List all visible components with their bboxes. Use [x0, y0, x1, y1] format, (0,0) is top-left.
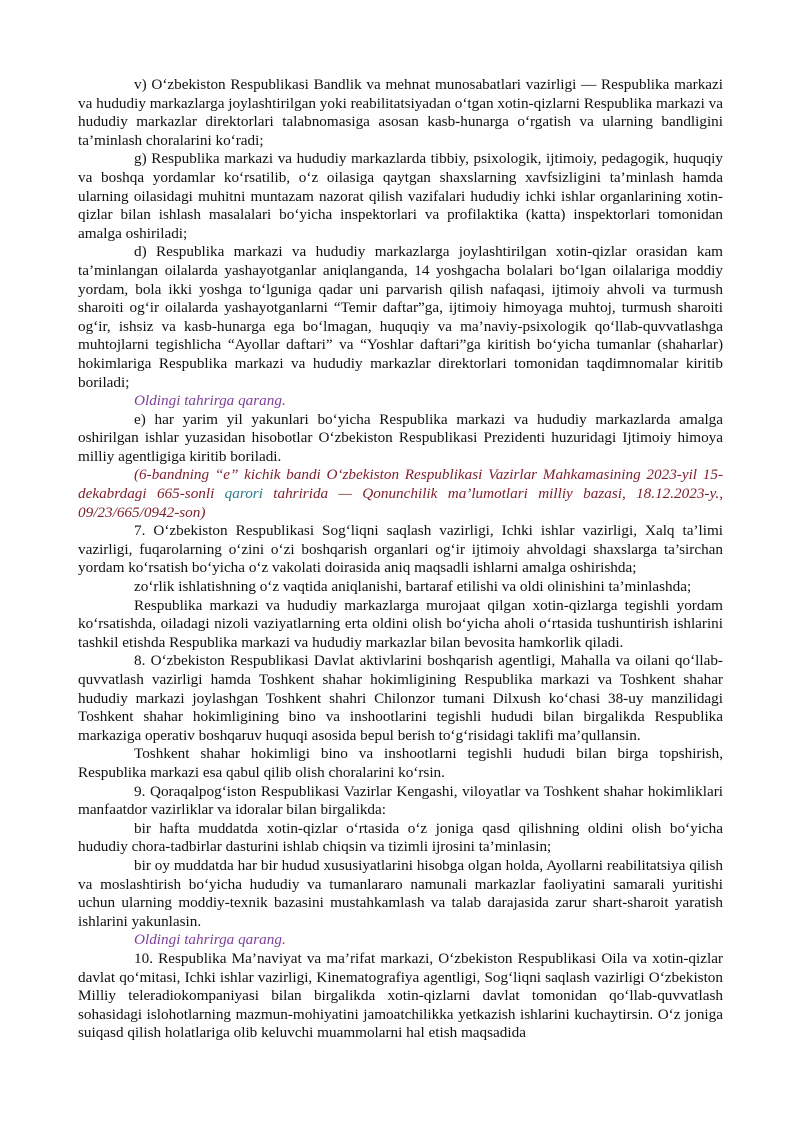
previous-edition-link-2[interactable]: Oldingi tahrirga qarang.	[134, 931, 286, 949]
paragraph-7-item-1: zo‘rlik ishlatishning o‘z vaqtida aniqlanishi, bartaraf etilishi va oldi olinishini ta’minlashda;	[134, 578, 692, 596]
paragraph-d: d) Respublika markazi va hududiy markazlarga joylashtirilgan xotin-qizlar orasidan kam ta’minlangan oilalarda yashayotganlar aniqlanganda, 14 yoshgacha bolalari bo‘lgan oilalariga moddiy yordam, bola ikki yoshga to‘lguniga qadar uni parvarish qilish nafaqasi, ijtimoiy ahvoli va turmush sharoiti og‘ir oilalarda yashayotganlarni “Temir daftar”ga, ijtimoiy himoyaga muhtoj, turmush sharoiti og‘ir, ishsiz va kasb-hunarga ega bo‘lmagan, huquqiy va ma’naviy-psixologik qo‘llab-quvvatlashga muhtojlarni tegishlicha “Ayollar daftari” va “Yoshlar daftari”ga kiritish bo‘yicha tumanlar (shaharlar) hokimlariga Respublika markazi va hududiy markazlar direktorlari tomonidan taqdimnomalar kiritib boriladi;	[78, 243, 723, 391]
amendment-source-note	[78, 466, 723, 522]
paragraph-9: 9. Qoraqalpog‘iston Respublikasi Vazirlar Kengashi, viloyatlar va Toshkent shahar hokimliklari manfaatdor vazirliklar va idoralar bilan birgalikda:	[78, 782, 723, 819]
previous-edition-note-2	[78, 931, 723, 950]
paragraph-e: e) har yarim yil yakunlari bo‘yicha Respublika markazi va hududiy markazlarda amalga oshirilgan ishlar yuzasidan hisobotlar O‘zbekiston Respublikasi Prezidenti huzuridagi Ijtimoiy himoya milliy agentligiga kiritib boriladi.	[78, 410, 723, 465]
amendment-source-text-before: (6-bandning “e” kichik bandi O‘zbekiston Respublikasi Vazirlar Mahkamasining 2023-yil 15-dekabrdagi 665-sonli	[78, 466, 723, 503]
paragraph-g: g) Respublika markazi va hududiy markazlarda tibbiy, psixologik, ijtimoiy, pedagogik, huquqiy va boshqa yordamlar ko‘rsatilib, o‘z oilasiga qaytgan shaxslarning xavfsizligini ta’minlash hamda ularning oilasidagi muhitni muntazam nazorat qilish vazifalari hududiy ichki ishlar organlarining xotin-qizlar bilan ishlash masalalari bo‘yicha inspektorlari va profilaktika (katta) inspektorlari tomonidan amalga oshiriladi;	[78, 150, 723, 242]
paragraph-v: v) O‘zbekiston Respublikasi Bandlik va mehnat munosabatlari vazirligi — Respublika markazi va hududiy markazlarga joylashtirilgan yoki reabilitatsiyadan o‘tgan xotin-qizlarni Respublika markazi va hududiy markazlar direktorlari talabnomasiga asosan kasb-hunarga o‘rgatish va ularning bandligini ta’minlash choralarini ko‘radi;	[78, 76, 723, 149]
paragraph-9-item-1: bir hafta muddatda xotin-qizlar o‘rtasida o‘z joniga qasd qilishning oldini olish bo‘yicha hududiy chora-tadbirlar dasturini ishlab chiqsin va tizimli ijrosini ta’minlasin;	[78, 819, 723, 856]
paragraph-8: 8. O‘zbekiston Respublikasi Davlat aktivlarini boshqarish agentligi, Mahalla va oilani qo‘llab-quvvatlash vazirligi hamda Toshkent shahar hokimligining Respublika markazi va Toshkent shahar hududiy markazi joylashgan Toshkent shahri Chilonzor tumani Dilxush ko‘chasi 38-uy manzilidagi Toshkent shahar hokimligining bino va inshootlarini tegishli hududi bilan birgalikda Respublika markaziga operativ boshqaruv huquqi asosida bepul berish to‘g‘risidagi taklifi ma’qullansin.	[78, 652, 723, 744]
resolution-link[interactable]: qarori	[224, 485, 263, 503]
amendment-source-text-after: tahririda — Qonunchilik ma’lumotlari milliy bazasi, 18.12.2023-y., 09/23/665/0942-son)	[78, 485, 723, 521]
paragraph-7: 7. O‘zbekiston Respublikasi Sog‘liqni saqlash vazirligi, Ichki ishlar vazirligi, Xalq ta’limi vazirligi, fuqarolarning o‘zini o‘zi boshqarish organlari og‘ir ijtimoiy ahvoldagi shaxslarga ta’sirchan yordam ko‘rsatish bo‘yicha o‘z vakolati doirasida aniq maqsadli ishlarni amalga oshirishda;	[78, 522, 723, 577]
paragraph-7-item-2: Respublika markazi va hududiy markazlarga murojaat qilgan xotin-qizlarga tegishli yordam ko‘rsatishda, oiladagi nizoli vaziyatlarning erta oldini olish bo‘yicha aholi o‘rtasida tushuntirish ishlarini tashkil etishda Respublika markazi va hududiy markazlar bilan bevosita hamkorlik qiladi.	[78, 596, 723, 651]
previous-edition-link[interactable]: Oldingi tahrirga qarang.	[134, 392, 286, 410]
paragraph-10: 10. Respublika Ma’naviyat va ma’rifat markazi, O‘zbekiston Respublikasi Oila va xotin-qizlar davlat qo‘mitasi, Ichki ishlar vazirligi, Kinematografiya agentligi, Sog‘liqni saqlash vazirligi O‘zbekiston Milliy teleradiokompaniyasi bilan birgalikda xotin-qizlarni davlat tomonidan qo‘llab-quvvatlash sohasidagi islohotlarning mazmun-mohiyatini jamoatchilikka yetkazish ishlarini kuchaytirsin. O‘z joniga suiqasd qilish holatlariga olib keluvchi muammolarni hal etish maqsadida	[78, 949, 723, 1042]
paragraph-9-item-2: bir oy muddatda har bir hudud xususiyatlarini hisobga olgan holda, Ayollarni reabilitatsiya qilish va moslashtirish bo‘yicha hududiy va tumanlararo namunali markazlar faoliyatini samarali yuritishi uchun ularning moddiy-texnik bazasini mustahkamlash va talab darajasida zarur shart-sharoit yaratish ishlarini yakunlasin.	[78, 856, 723, 930]
previous-edition-note	[78, 392, 723, 411]
paragraph-8-item-1: Toshkent shahar hokimligi bino va inshootlarni tegishli hududi bilan birga topshirish, Respublika markazi esa qabul qilib olish choralarini ko‘rsin.	[78, 745, 723, 781]
